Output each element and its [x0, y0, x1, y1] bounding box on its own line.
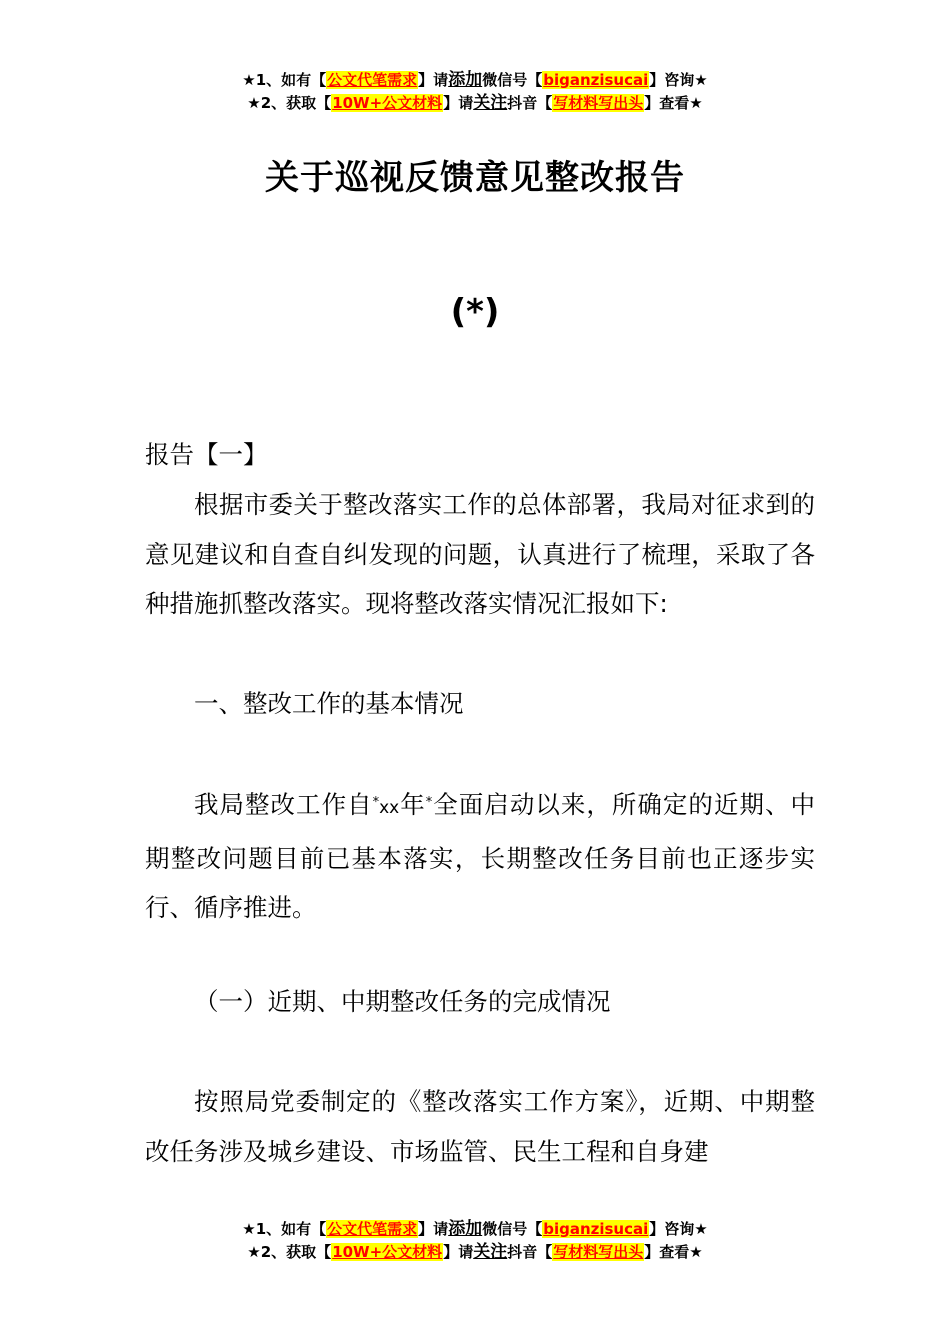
promo-highlight-douyin: 写材料写出头	[553, 1243, 644, 1261]
promo-highlight-service: 公文代笔需求	[327, 71, 418, 89]
promo-emphasis-follow: 关注	[473, 93, 508, 113]
promo-footer-line-2	[0, 1241, 950, 1264]
promo-text: 】咨询★	[649, 1220, 708, 1238]
promo-text: 】请	[443, 1243, 474, 1261]
promo-text: 微信号【	[482, 71, 543, 89]
promo-text: 抖音【	[507, 1243, 553, 1261]
promo-text: ★1、如有【	[242, 71, 327, 89]
paragraph-plan: 按照局党委制定的《整改落实工作方案》，近期、中期整改任务涉及城乡建设、市场监管、民生工程和自身建	[145, 1087, 815, 1166]
promo-highlight-wechat-id: biganzisucai	[543, 1220, 649, 1238]
document-title: 关于巡视反馈意见整改报告	[265, 158, 685, 198]
promo-text: 】查看★	[644, 94, 703, 112]
promo-text: ★2、获取【	[247, 94, 332, 112]
paragraph-text: 年	[399, 790, 426, 819]
promo-text: 抖音【	[507, 94, 553, 112]
promo-header-line-2	[0, 92, 950, 115]
document-subtitle: (*)	[450, 292, 500, 332]
promo-text: 】请	[418, 71, 449, 89]
promo-text: ★1、如有【	[242, 1220, 327, 1238]
promo-text: 】请	[418, 1220, 449, 1238]
promo-text: 】咨询★	[649, 71, 708, 89]
promo-emphasis-add: 添加	[448, 1219, 483, 1239]
promo-highlight-materials: 10W+公文材料	[332, 1243, 443, 1261]
promo-text: 】查看★	[644, 1243, 703, 1261]
paragraph-text: 我局整改工作自	[194, 790, 373, 819]
promo-highlight-wechat-id: biganzisucai	[543, 71, 649, 89]
promo-header	[0, 69, 950, 115]
promo-footer-line-1	[0, 1218, 950, 1241]
heading-near-mid-term: （一）近期、中期整改任务的完成情况	[194, 987, 611, 1016]
promo-highlight-douyin: 写材料写出头	[553, 94, 644, 112]
promo-header-line-1	[0, 69, 950, 92]
heading-basic-situation: 一、整改工作的基本情况	[194, 689, 464, 718]
promo-emphasis-follow: 关注	[473, 1242, 508, 1262]
promo-footer	[0, 1218, 950, 1264]
promo-highlight-materials: 10W+公文材料	[332, 94, 443, 112]
promo-emphasis-add: 添加	[448, 70, 483, 90]
paragraph-text: 全面启动以来，所确定的近期、中期整改问题目前已基本落实，长期整改任务目前也正逐步实行、循序推进。	[145, 790, 815, 922]
promo-text: ★2、获取【	[247, 1243, 332, 1261]
placeholder-year: xx	[379, 798, 400, 818]
promo-text: 微信号【	[482, 1220, 543, 1238]
paragraph-progress	[145, 778, 815, 933]
placeholder-star: *	[425, 795, 433, 810]
promo-highlight-service: 公文代笔需求	[327, 1220, 418, 1238]
paragraph-intro: 根据市委关于整改落实工作的总体部署，我局对征求到的意见建议和自查自纠发现的问题，认真进行了梳理，采取了各种措施抓整改落实。现将整改落实情况汇报如下:	[145, 490, 815, 618]
section-label: 报告【一】	[145, 440, 268, 469]
promo-text: 】请	[443, 94, 474, 112]
placeholder-star: *	[372, 795, 380, 810]
